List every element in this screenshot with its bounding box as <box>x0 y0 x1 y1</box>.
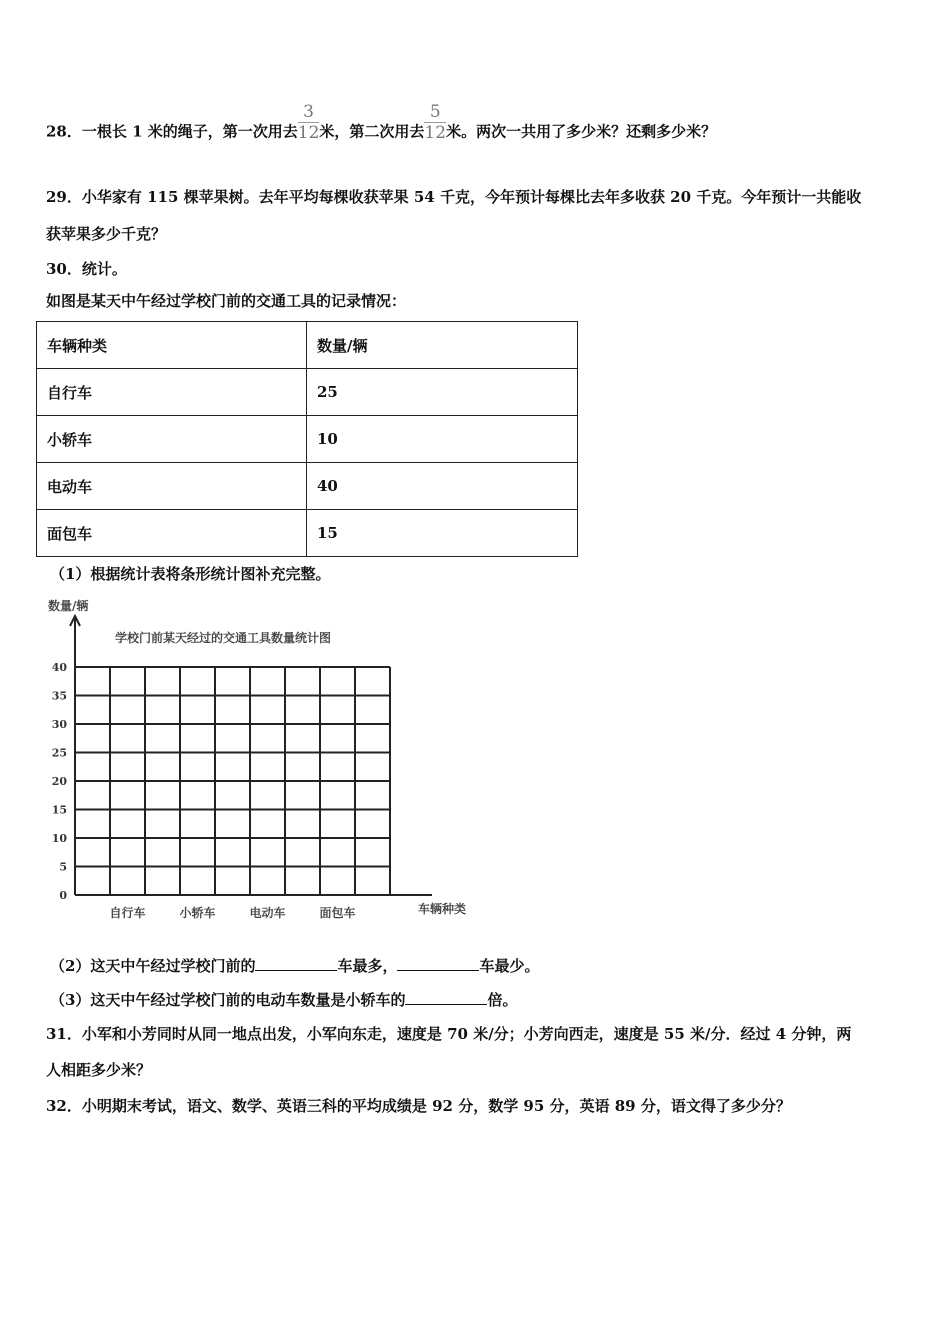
grid <box>52 616 432 920</box>
numerator: 3 <box>298 102 320 123</box>
cell: 40 <box>307 463 578 510</box>
table-row <box>37 510 578 557</box>
cell: 小轿车 <box>37 416 307 463</box>
question-28 <box>46 102 717 153</box>
header-cell: 数量/辆 <box>307 322 578 369</box>
y-tick-label: 40 <box>51 661 67 674</box>
x-tick-label: 面包车 <box>319 906 356 920</box>
y-tick-label: 0 <box>59 889 67 902</box>
table-header-row <box>37 322 578 369</box>
question-30-intro: 如图是某天中午经过学校门前的交通工具的记录情况： <box>46 292 407 310</box>
cell: 面包车 <box>37 510 307 557</box>
question-32: 32．小明期末考试，语文、数学、英语三科的平均成绩是 92 分，数学 95 分，英语 89 分，语文得了多少分？ <box>46 1097 791 1115</box>
y-tick-label: 5 <box>59 860 67 874</box>
y-tick-label: 30 <box>51 718 67 731</box>
question-31-line2: 人相距多少米？ <box>46 1061 152 1079</box>
y-tick-label: 15 <box>51 803 67 817</box>
chart-title: 学校门前某天经过的交通工具数量统计图 <box>115 631 332 645</box>
text: （2）这天中午经过学校门前的 <box>50 957 256 975</box>
x-tick-label: 电动车 <box>249 906 286 920</box>
denominator: 12 <box>424 123 447 143</box>
cell: 10 <box>307 416 578 463</box>
x-axis-label: 车辆种类 <box>418 902 467 916</box>
table-row <box>37 463 578 510</box>
cell: 自行车 <box>37 369 307 416</box>
question-29-line1: 29．小华家有 115 棵苹果树。去年平均每棵收获苹果 54 千克，今年预计每棵比去年多收获 20 千克。今年预计一共能收 <box>46 188 862 206</box>
text: 车最少。 <box>479 957 540 975</box>
x-tick-label: 小轿车 <box>179 906 216 920</box>
cell: 电动车 <box>37 463 307 510</box>
question-31-line1: 31．小军和小芳同时从同一地点出发，小军向东走，速度是 70 米/分；小芳向西走，速度是 55 米/分．经过 4 分钟，两 <box>46 1025 852 1043</box>
question-29-line2: 获苹果多少千克？ <box>46 225 167 243</box>
part-1: （1）根据统计表将条形统计图补充完整。 <box>50 565 331 583</box>
fraction-3-12 <box>298 102 320 143</box>
cell: 15 <box>307 510 578 557</box>
fraction-5-12 <box>424 102 446 143</box>
part-3 <box>50 989 517 1010</box>
denominator: 12 <box>297 123 320 143</box>
y-axis-label: 数量/辆 <box>48 599 89 613</box>
bar-chart <box>40 590 480 925</box>
table-row <box>37 369 578 416</box>
text: 车最多， <box>337 957 398 975</box>
y-tick-label: 35 <box>51 689 67 703</box>
header-cell: 车辆种类 <box>37 322 307 369</box>
answer-blank[interactable] <box>255 956 337 971</box>
cell: 25 <box>307 369 578 416</box>
q28-text: 28．一根长 1 米的绳子，第一次用去 <box>46 122 298 141</box>
stats-table <box>36 321 578 557</box>
x-tick-label: 自行车 <box>109 906 146 920</box>
part-2 <box>50 955 539 976</box>
answer-blank[interactable] <box>405 990 487 1005</box>
q28-text: 米，第二次用去 <box>319 122 425 141</box>
y-tick-label: 20 <box>51 775 67 788</box>
answer-blank[interactable] <box>397 956 479 971</box>
numerator: 5 <box>424 102 446 123</box>
text: 倍。 <box>487 991 518 1009</box>
y-tick-label: 10 <box>51 832 67 845</box>
table-row <box>37 416 578 463</box>
question-30-title: 30．统计。 <box>46 260 127 278</box>
y-tick-label: 25 <box>51 746 67 760</box>
q28-text: 米。两次一共用了多少米？还剩多少米？ <box>446 122 717 141</box>
text: （3）这天中午经过学校门前的电动车数量是小轿车的 <box>50 991 406 1009</box>
